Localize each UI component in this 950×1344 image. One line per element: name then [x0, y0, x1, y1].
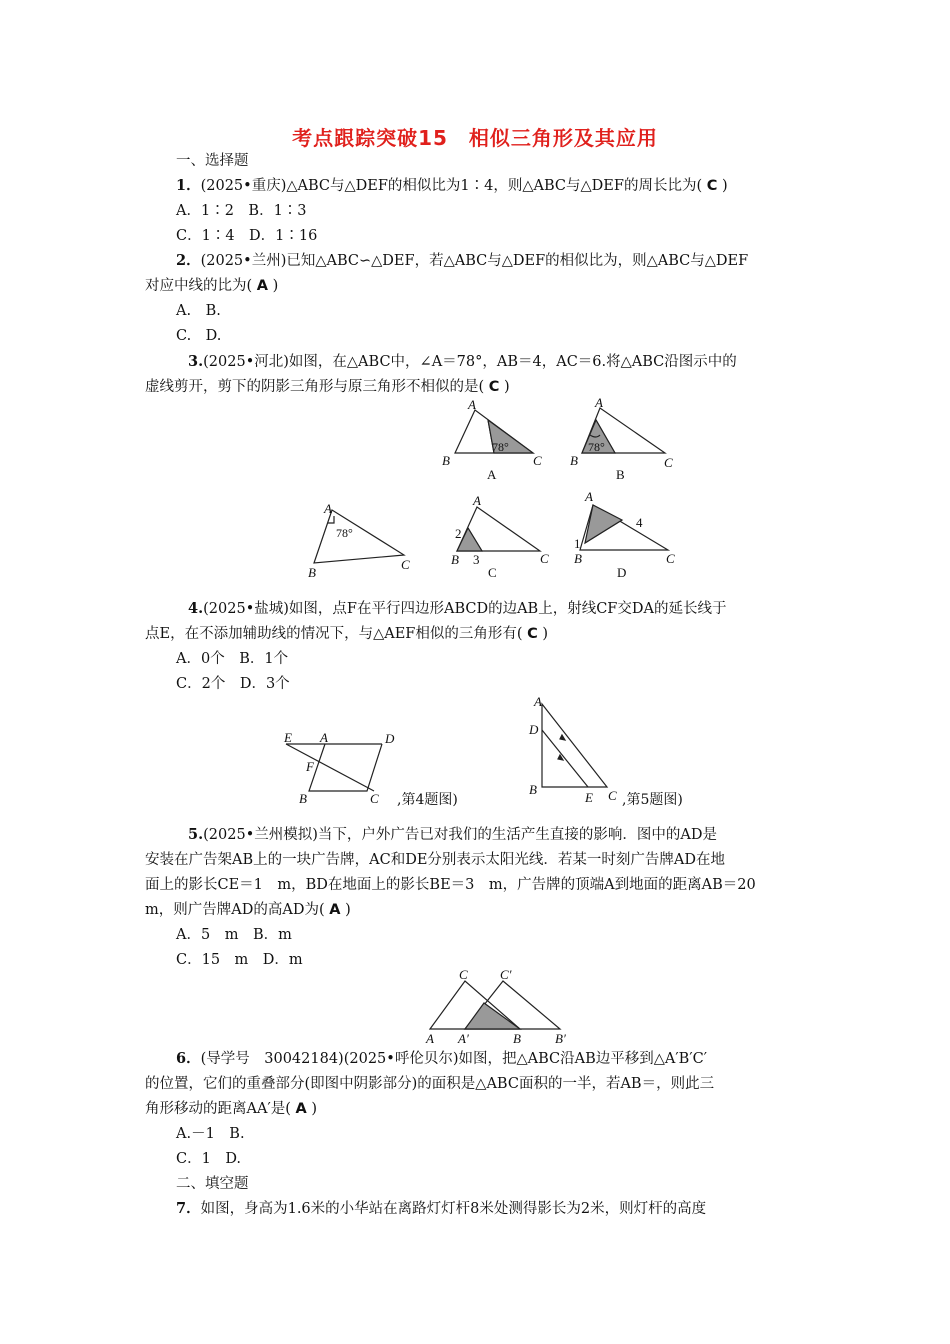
question-text: (2025•重庆)△ABC与△DEF的相似比为1∶4，则△ABC与△DEF的周长比为(: [200, 178, 703, 194]
question-text: (导学号 30042184)(2025•呼伦贝尔)如图，把△ABC沿AB边平移到△A′B′C′: [200, 1051, 707, 1067]
option-row: A．0个 B．1个: [176, 651, 289, 667]
length-label-2: 2: [455, 526, 462, 541]
option-row: C．1 D.: [176, 1151, 242, 1167]
label-e: E: [585, 790, 593, 805]
answer: C: [488, 379, 500, 395]
label-a: A: [426, 1031, 434, 1046]
label-b: B: [574, 551, 582, 566]
label-c: C: [608, 788, 617, 803]
figure-caption: ,第4题图): [397, 792, 458, 808]
answer: A: [256, 278, 269, 294]
label-c: C: [540, 551, 549, 566]
question-3-figures: [300, 395, 700, 585]
label-a: A: [468, 397, 476, 412]
question-text: 点E，在不添加辅助线的情况下，与△AEF相似的三角形有(: [145, 626, 523, 642]
question-6: [176, 1049, 707, 1069]
angle-label: 78°: [492, 440, 509, 454]
answer: C: [527, 626, 538, 642]
label-b: B: [513, 1031, 521, 1046]
option-caption-c: C: [488, 565, 497, 580]
question-6-cont: [145, 1099, 805, 1119]
label-a: A: [320, 730, 328, 745]
angle-label: 78°: [588, 440, 605, 454]
option-caption-a: A: [487, 467, 497, 482]
answer: A: [295, 1101, 307, 1117]
option-row: C. D.: [176, 328, 222, 344]
option-row: C．2个 D．3个: [176, 676, 290, 692]
paren-close: ): [542, 626, 549, 642]
label-c: C: [533, 453, 542, 468]
question-5-cont: 安装在广告架AB上的一块广告牌，AC和DE分别表示太阳光线．若某一时刻广告牌AD在地: [145, 852, 725, 868]
section-heading-choice: 一、选择题: [176, 153, 249, 169]
question-number: 6．: [176, 1050, 201, 1067]
question-number: 5.: [188, 826, 204, 843]
question-4-figure: [278, 725, 398, 810]
label-b: B: [442, 453, 450, 468]
label-e: E: [284, 730, 292, 745]
label-c: C: [401, 557, 410, 572]
question-3-cont: [145, 377, 805, 397]
question-number: 4.: [188, 600, 204, 617]
question-1: [176, 176, 728, 196]
question-text: 对应中线的比为(: [145, 278, 253, 294]
label-b: B: [529, 782, 537, 797]
length-label-4: 4: [636, 515, 643, 530]
label-b: B: [570, 453, 578, 468]
option-row: A. B.: [176, 303, 221, 319]
label-c: C: [459, 967, 468, 982]
label-d: D: [385, 731, 395, 746]
answer: C: [706, 178, 718, 194]
label-b: B: [451, 552, 459, 567]
question-text: (2025•兰州模拟)当下，户外广告已对我们的生活产生直接的影响．图中的AD是: [203, 827, 718, 843]
section-heading-fill: 二、填空题: [176, 1176, 249, 1192]
question-2-cont: [145, 276, 805, 296]
paren-close: ): [311, 1101, 318, 1117]
label-a: A: [324, 501, 332, 516]
label-a: A: [473, 493, 481, 508]
question-4: [188, 599, 726, 619]
label-f: F: [306, 759, 314, 774]
question-text: (2025•兰州)已知△ABC∽△DEF，若△ABC与△DEF的相似比为，则△ABC与△DEF: [200, 253, 749, 269]
paren-close: ): [272, 278, 279, 294]
question-text: (2025•盐城)如图，点F在平行四边形ABCD的边AB上，射线CF交DA的延长线于: [203, 601, 727, 617]
option-row: A．1∶2 B．1∶3: [176, 203, 307, 219]
label-a: A: [534, 694, 542, 709]
question-3: [188, 352, 737, 372]
figure-caption: ,第5题图): [622, 792, 683, 808]
question-6-figure: [418, 966, 578, 1046]
label-c: C: [664, 455, 673, 470]
question-2: [176, 251, 748, 271]
paren-close: ): [345, 902, 351, 918]
question-text: 角形移动的距离AA′是(: [145, 1101, 291, 1117]
option-caption-d: D: [617, 565, 627, 580]
label-c: C: [370, 791, 379, 806]
question-5-figure: [522, 692, 632, 807]
label-a-prime: A′: [458, 1031, 469, 1046]
label-c: C: [666, 551, 675, 566]
question-5: [188, 825, 717, 845]
angle-label: 78°: [336, 526, 353, 540]
label-a: A: [595, 395, 603, 410]
label-d: D: [529, 722, 539, 737]
question-5-cont: 面上的影长CE＝1 m，BD在地面上的影长BE＝3 m，广告牌的顶端A到地面的距离AB＝20: [145, 877, 756, 893]
page-title: 考点跟踪突破15 相似三角形及其应用: [292, 126, 658, 150]
question-text: m，则广告牌AD的高AD为(: [145, 902, 325, 918]
label-b: B: [308, 565, 316, 580]
question-number: 2．: [176, 252, 201, 269]
question-4-cont: [145, 624, 805, 644]
length-label-1: 1: [574, 536, 581, 551]
question-5-cont: [145, 900, 805, 920]
paren-close: ): [504, 379, 510, 395]
paren-close: ): [721, 178, 728, 194]
question-7: [176, 1199, 706, 1219]
question-number: 3.: [188, 353, 204, 370]
label-b-prime: B′: [555, 1031, 566, 1046]
option-row: A．5 m B．m: [176, 927, 292, 943]
label-a: A: [585, 489, 593, 504]
question-6-cont: 的位置，它们的重叠部分(即图中阴影部分)的面积是△ABC面积的一半，若AB＝，则此三: [145, 1076, 715, 1092]
option-row: A.－1 B.: [176, 1126, 245, 1142]
question-text: (2025•河北)如图，在△ABC中，∠A＝78°，AB＝4，AC＝6.将△ABC沿图示中的: [203, 354, 737, 370]
question-number: 1．: [176, 177, 201, 194]
question-number: 7．: [176, 1200, 201, 1217]
question-text: 如图，身高为1.6米的小华站在离路灯灯杆8米处测得影长为2米，则灯杆的高度: [200, 1201, 707, 1217]
answer: A: [329, 902, 341, 918]
option-caption-b: B: [616, 467, 625, 482]
length-label-3: 3: [473, 552, 480, 567]
label-b: B: [299, 791, 307, 806]
option-row: C．1∶4 D．1∶16: [176, 228, 318, 244]
question-text: 虚线剪开，剪下的阴影三角形与原三角形不相似的是(: [145, 379, 485, 395]
option-row: C．15 m D．m: [176, 952, 303, 968]
label-c-prime: C′: [500, 967, 512, 982]
